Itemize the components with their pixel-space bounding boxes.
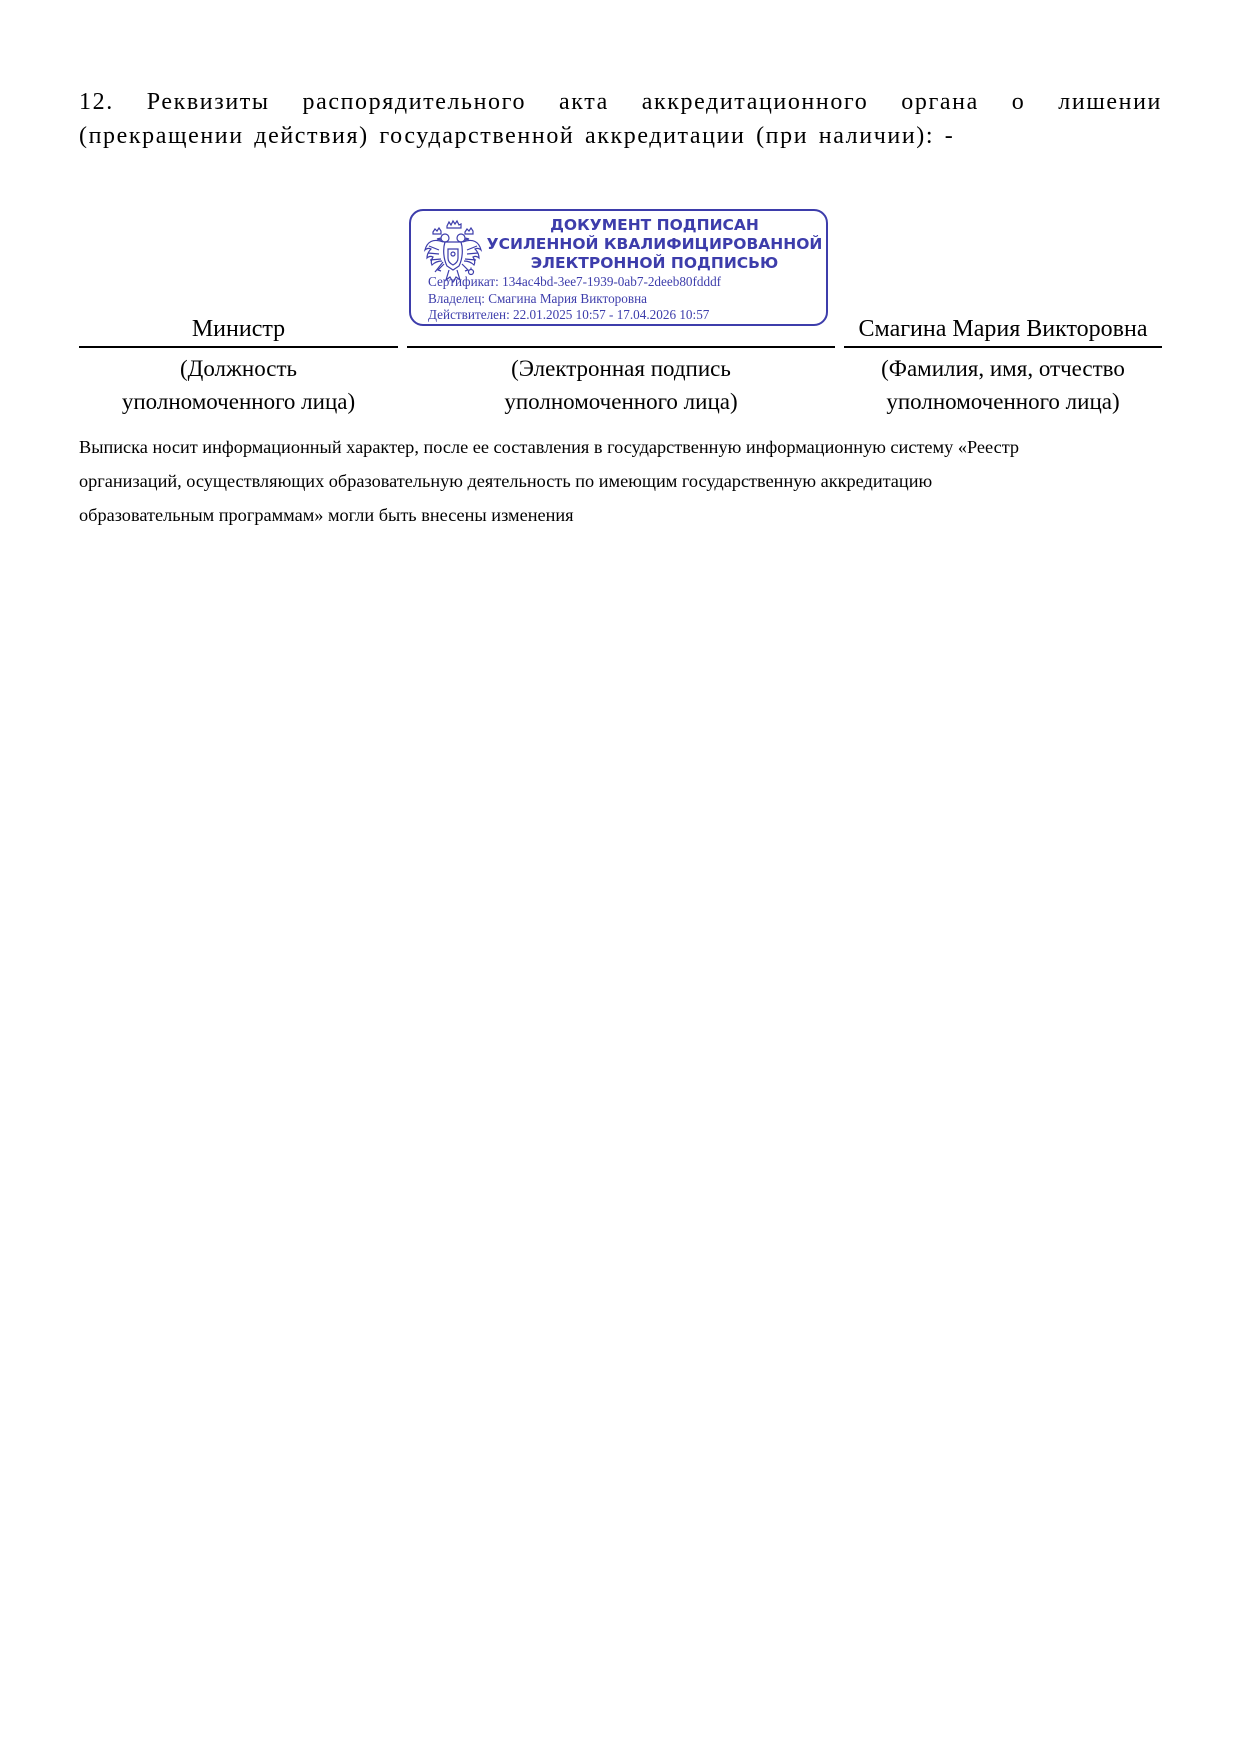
stamp-certificate: Сертификат: 134ac4bd-3ee7-1939-0ab7-2deeb80fdddf — [428, 274, 722, 289]
disclaimer-line: организаций, осуществляющих образовательную деятельность по имеющим государственную аккредитацию — [79, 471, 933, 491]
position-caption-line: (Должность — [179, 356, 298, 381]
stamp-owner: Владелец: Смагина Мария Викторовна — [428, 290, 648, 306]
stamp-title — [485, 216, 824, 273]
stamp-validity: Действителен: 22.01.2025 10:57 - 17.04.2026 10:57 — [428, 307, 710, 322]
disclaimer-note — [79, 430, 1169, 532]
position-caption — [79, 352, 398, 418]
name-caption-line: уполномоченного лица) — [886, 389, 1120, 414]
disclaimer-line: Выписка носит информационный характер, после ее составления в государственную информационную систему «Реестр — [79, 437, 1020, 457]
signature-caption-line: уполномоченного лица) — [504, 389, 738, 414]
position-caption-line: уполномоченного лица) — [121, 389, 356, 414]
disclaimer-line: образовательным программам» могли быть внесены изменения — [79, 505, 574, 525]
electronic-signature-stamp — [409, 209, 828, 326]
stamp-title-line: УСИЛЕННОЙ КВАЛИФИЦИРОВАННОЙ — [486, 235, 823, 253]
signature-caption-line: (Электронная подпись — [511, 356, 731, 381]
name-field: Смагина Мария Викторовна — [844, 312, 1162, 348]
section-12-paragraph: 12. Реквизиты распорядительного акта аккредитационного органа о лишении (прекращении действия) государственной аккредитации (при наличии): - — [79, 89, 1162, 149]
signature-field — [407, 312, 835, 348]
name-caption — [844, 352, 1162, 418]
name-caption-line: (Фамилия, имя, отчество — [881, 356, 1125, 381]
position-field: Министр — [79, 312, 398, 348]
stamp-title-line: ЭЛЕКТРОННОЙ ПОДПИСЬЮ — [530, 254, 779, 272]
stamp-title-line: ДОКУМЕНТ ПОДПИСАН — [550, 216, 759, 234]
signature-caption — [407, 352, 835, 418]
